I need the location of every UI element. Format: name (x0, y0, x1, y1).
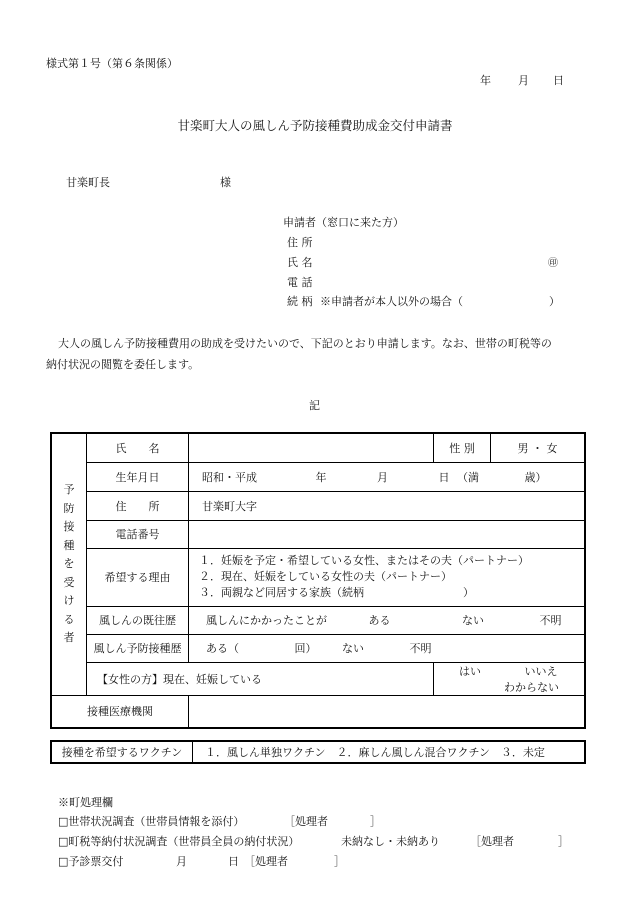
office-row-issue-handler: ［処理者 (244, 855, 288, 868)
address-label: 住 所 (87, 491, 189, 520)
recipient-table (50, 432, 586, 729)
pregnant-option-yes[interactable]: はい (459, 664, 481, 678)
birth-field[interactable]: 昭和・平成 年 月 日 （満 歳） (189, 462, 586, 491)
pregnant-field[interactable] (434, 662, 586, 695)
office-row-issue[interactable]: □予診票交付 (58, 855, 124, 868)
ki-heading: 記 (309, 399, 320, 412)
applicant-relation-note: ※申請者が本人以外の場合（ (320, 295, 463, 308)
phone-label: 電話番号 (87, 520, 189, 548)
body-text-line-1: 大人の風しん予防接種費用の助成を受けたいので、下記のとおり申請します。なお、世帯の町税等の (58, 337, 552, 350)
office-row-tax[interactable]: □町税等納付状況調査（世帯員全員の納付状況） (58, 835, 300, 848)
reason-label: 希望する理由 (87, 548, 189, 606)
vaccine-history-unknown[interactable]: 不明 (409, 642, 432, 655)
history-field[interactable]: 風しんにかかったことが ある ない 不明 (189, 606, 586, 634)
vaccine-table (50, 740, 586, 764)
name-field[interactable] (189, 433, 434, 462)
office-heading: ※町処理欄 (58, 796, 113, 809)
recipient-side-label: 予 防 接 種 を 受 け る 者 (51, 433, 87, 695)
office-row-household-close: ］ (370, 815, 381, 828)
reason-option-1[interactable]: １．妊娠を予定・希望している女性、またはその夫（パートナー） (199, 554, 529, 567)
reason-option-3[interactable]: ３．両親など同居する家族（続柄 ） (199, 586, 474, 599)
history-option-no[interactable]: ない (462, 614, 484, 627)
form-number: 様式第１号（第６条関係） (46, 57, 178, 70)
applicant-address-label: 住 所 (287, 236, 313, 249)
reason-options[interactable] (189, 548, 586, 606)
applicant-phone-label: 電 話 (287, 276, 313, 289)
page-title: 甘楽町大人の風しん予防接種費助成金交付申請書 (177, 118, 453, 133)
phone-field[interactable] (189, 520, 586, 548)
office-row-tax-status: 未納なし・未納あり (341, 835, 440, 848)
date-year-label: 年 (480, 74, 491, 87)
office-row-issue-close: ］ (334, 855, 345, 868)
vaccine-options[interactable]: １．風しん単独ワクチン ２．麻しん風しん混合ワクチン ３．未定 (193, 741, 586, 763)
applicant-heading: 申請者（窓口に来た方） (283, 216, 404, 229)
vaccine-history-label: 風しん予防接種歴 (87, 634, 189, 662)
addressee-name: 甘楽町長 (66, 176, 110, 189)
office-row-tax-close: ］ (558, 835, 569, 848)
pregnant-option-unknown[interactable]: わからない (504, 680, 559, 694)
office-row-household[interactable]: □世帯状況調査（世帯員情報を添付） (58, 815, 245, 828)
vaccine-label: 接種を希望するワクチン (51, 741, 193, 763)
pregnant-option-no[interactable]: いいえ (524, 664, 558, 678)
history-label: 風しんの既往歴 (87, 606, 189, 634)
clinic-field[interactable] (189, 695, 586, 728)
addressee-honorific: 様 (220, 176, 231, 189)
office-row-issue-month: 月 (176, 855, 187, 868)
applicant-name-label: 氏 名 (287, 256, 313, 269)
clinic-label: 接種医療機関 (51, 695, 189, 728)
date-day-label: 日 (553, 74, 564, 87)
sex-field[interactable]: 男 ・ 女 (491, 433, 586, 462)
birth-label: 生年月日 (87, 462, 189, 491)
seal-mark: ㊞ (548, 258, 558, 269)
pregnant-label: 【女性の方】現在、妊娠している (87, 662, 434, 695)
applicant-relation-label: 続 柄 (287, 295, 313, 308)
vaccine-history-no[interactable]: ない (342, 642, 364, 655)
name-label: 氏 名 (87, 433, 189, 462)
history-option-yes[interactable]: ある (368, 614, 391, 627)
office-row-tax-handler: ［処理者 (470, 835, 514, 848)
sex-label: 性 別 (434, 433, 491, 462)
reason-option-2[interactable]: ２．現在、妊娠をしている女性の夫（パートナー） (199, 570, 452, 583)
office-row-issue-day: 日 (228, 855, 239, 868)
office-row-household-handler: ［処理者 (284, 815, 328, 828)
body-text-line-2: 納付状況の閲覧を委任します。 (46, 358, 200, 371)
address-field[interactable]: 甘楽町大字 (189, 491, 586, 520)
date-month-label: 月 (518, 74, 529, 87)
applicant-relation-close: ） (549, 295, 560, 308)
history-option-unknown[interactable]: 不明 (539, 614, 562, 627)
vaccine-history-field[interactable]: ある（ 回） ない 不明 (189, 634, 586, 662)
vaccine-history-yes[interactable]: ある（ (206, 642, 239, 655)
